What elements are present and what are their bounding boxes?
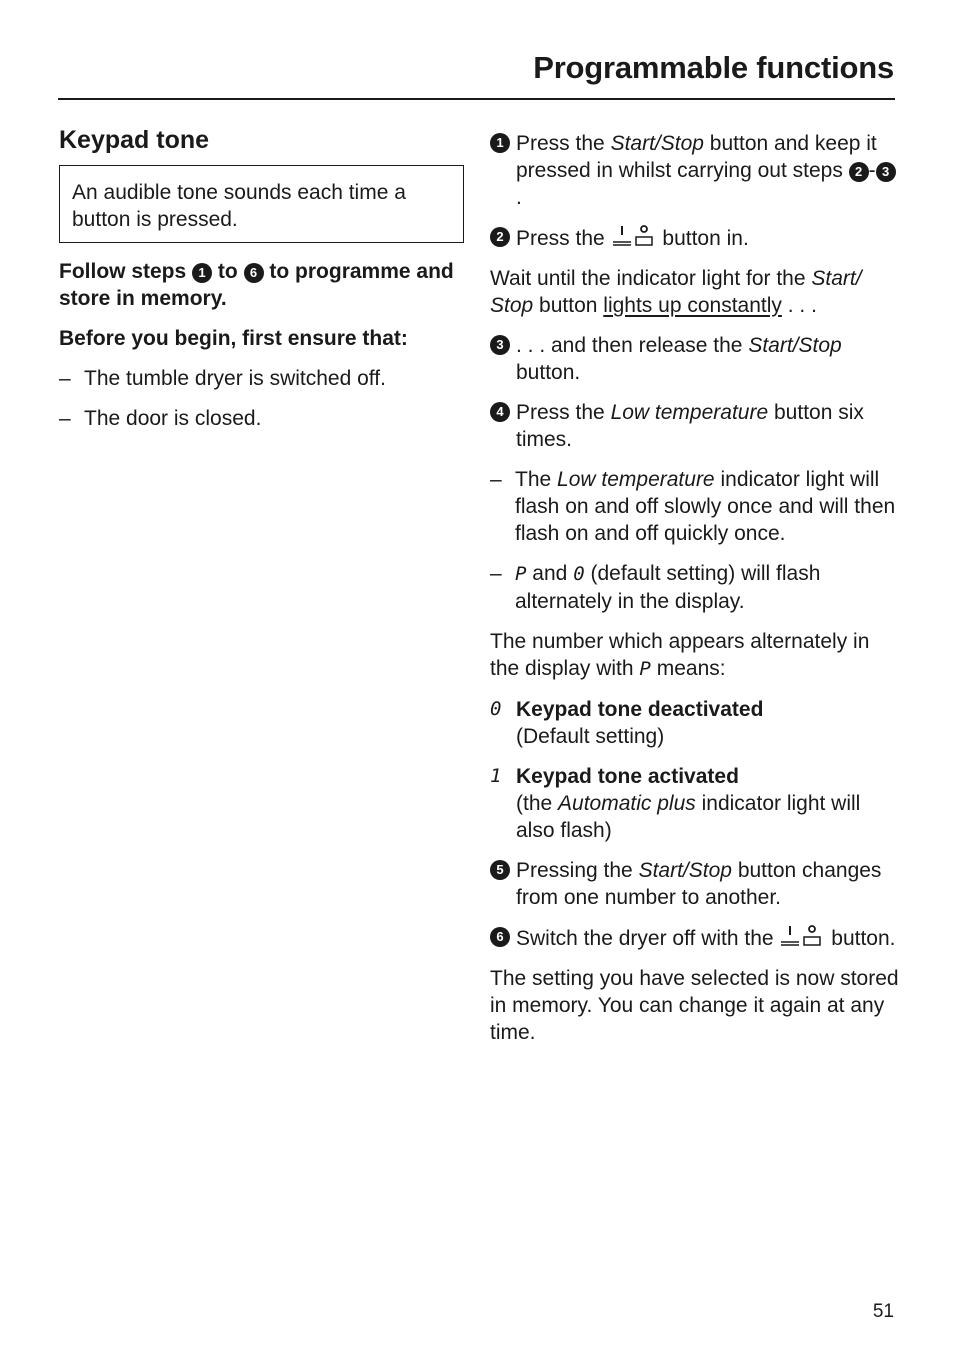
info-box-text: An audible tone sounds each time a button is pressed.	[72, 181, 406, 231]
option-deactivated: 0 Keypad tone deactivated (Default setting)	[490, 698, 764, 748]
step-6: 6 Switch the dryer off with the button.	[490, 924, 900, 952]
page-title: Programmable functions	[533, 50, 894, 85]
indicator-note: – The Low temperature indicator light will flash on and off slowly once and will then flash on and off quickly once.	[490, 468, 896, 545]
on-off-button-icon	[779, 924, 825, 948]
follow-steps-instruction: Follow steps 1 to 6 to programme and store in memory.	[59, 260, 454, 310]
on-off-button-icon	[611, 224, 657, 248]
step-ref-1: 1	[192, 263, 212, 283]
step-number: 2	[490, 227, 510, 247]
right-column	[490, 130, 900, 1046]
step-number: 3	[490, 335, 510, 355]
section-title: Keypad tone	[59, 126, 210, 154]
step-ref-3: 3	[876, 162, 896, 182]
step-2: 2 Press the button in.	[490, 224, 900, 252]
display-note: – P and 0 (default setting) will flash alternately in the display.	[490, 562, 821, 613]
display-symbol-1: 1	[490, 765, 502, 787]
step-ref-2: 2	[849, 162, 869, 182]
step-number: 1	[490, 133, 510, 153]
step-number: 4	[490, 402, 510, 422]
condition-item: – The door is closed.	[59, 407, 262, 430]
closing-text: The setting you have selected is now stored in memory. You can change it again at any time.	[490, 967, 899, 1044]
display-symbol-p: P	[515, 563, 527, 585]
page-number: 51	[872, 1301, 894, 1322]
step-1: 1 Press the Start/Stop button and keep it pressed in whilst carrying out steps 2 - 3.	[490, 130, 900, 211]
display-symbol-0: 0	[573, 563, 585, 585]
wait-instruction: Wait until the indicator light for the Start/ Stop button lights up constantly . . .	[490, 267, 862, 317]
step-number: 6	[490, 927, 510, 947]
step-5: 5 Pressing the Start/Stop button changes from one number to another.	[490, 857, 900, 911]
info-box	[59, 165, 464, 243]
condition-item: – The tumble dryer is switched off.	[59, 367, 386, 390]
before-begin-heading: Before you begin, first ensure that:	[59, 327, 408, 350]
number-explanation: The number which appears alternately in the display with P means:	[490, 630, 870, 680]
left-column	[59, 126, 464, 432]
option-activated: 1 Keypad tone activated (the Automatic plus indicator light will also flash)	[490, 765, 861, 842]
display-symbol-0: 0	[490, 698, 502, 720]
step-ref-6: 6	[244, 263, 264, 283]
step-4: 4 Press the Low temperature button six times.	[490, 399, 900, 453]
step-3: 3 . . . and then release the Start/Stop button.	[490, 332, 900, 386]
step-number: 5	[490, 860, 510, 880]
display-symbol-p: P	[639, 658, 651, 680]
header-divider	[58, 98, 895, 100]
